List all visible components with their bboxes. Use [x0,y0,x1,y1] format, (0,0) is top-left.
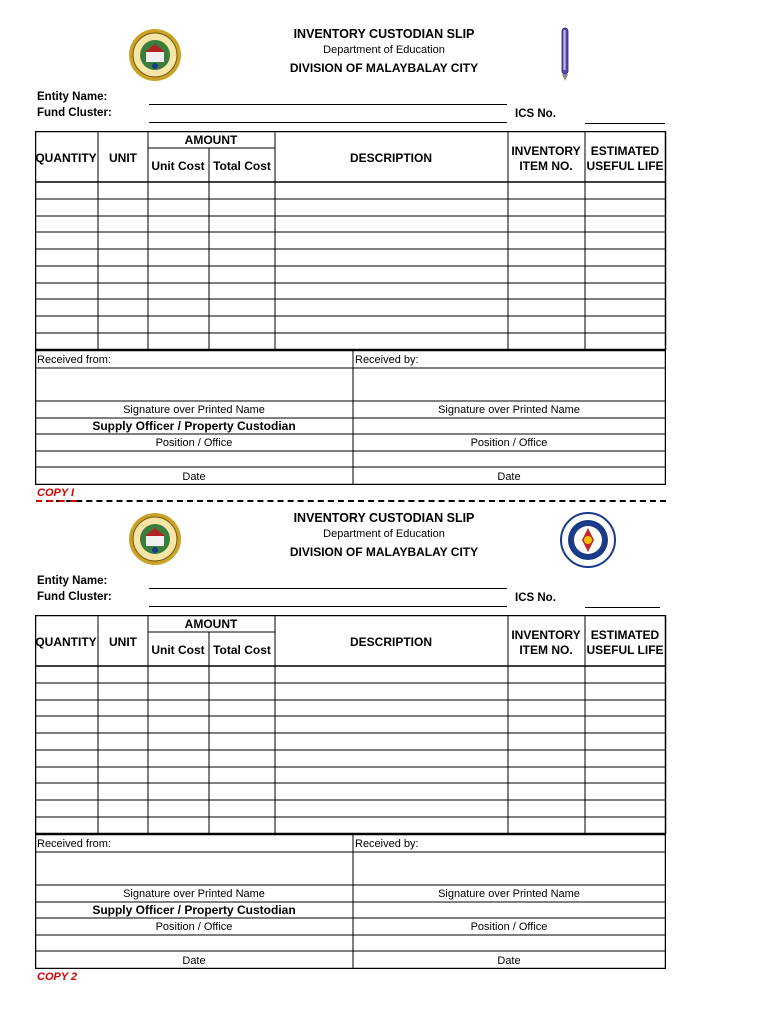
copy-1-label: COPY I [37,487,75,499]
col-amount: AMOUNT [184,133,238,147]
supply-officer-label: Supply Officer / Property Custodian [92,419,296,433]
cut-line-accent [36,500,76,502]
form-title: INVENTORY CUSTODIAN SLIP [293,27,475,41]
signature-block [35,350,666,485]
form-title: INVENTORY CUSTODIAN SLIP [293,511,475,525]
col-inventory-line1: INVENTORY [511,144,581,158]
col-inventory-line2: ITEM NO. [519,159,573,173]
col-total-cost: Total Cost [213,159,271,173]
received-by-label: Received by: [355,838,419,850]
received-from-label: Received from: [37,354,111,366]
form-subtitle: Department of Education [323,44,445,56]
col-inventory-line1: INVENTORY [511,628,581,642]
from-signature-label: Signature over Printed Name [123,404,265,416]
entity-name-field[interactable] [149,588,507,589]
by-position-label: Position / Office [470,437,548,449]
fund-cluster-field[interactable] [149,606,507,607]
ics-no-label: ICS No. [515,592,556,604]
col-description: DESCRIPTION [349,151,433,165]
entity-name-label: Entity Name: [37,91,108,103]
col-useful-line2: USEFUL LIFE [586,159,664,173]
by-position-label: Position / Office [470,921,548,933]
from-date-label: Date [182,471,206,483]
from-signature-label: Signature over Printed Name [123,888,265,900]
ics-no-field[interactable] [585,607,660,608]
by-date-label: Date [497,955,521,967]
entity-name-label: Entity Name: [37,575,108,587]
ics-no-field[interactable] [585,123,665,124]
ics-no-label: ICS No. [515,108,556,120]
form-division: DIVISION OF MALAYBALAY CITY [289,61,479,75]
col-useful-line1: ESTIMATED [590,628,660,642]
received-from-label: Received from: [37,838,111,850]
by-date-label: Date [497,471,521,483]
form-division: DIVISION OF MALAYBALAY CITY [289,545,479,559]
copy-2-label: COPY 2 [37,971,78,983]
col-unit: UNIT [109,635,137,649]
supply-officer-label: Supply Officer / Property Custodian [92,903,296,917]
col-total-cost: Total Cost [213,643,271,657]
col-quantity: QUANTITY [35,151,97,165]
items-table [35,615,667,835]
col-useful-line2: USEFUL LIFE [586,643,664,657]
from-position-label: Position / Office [155,921,233,933]
col-quantity: QUANTITY [35,635,97,649]
from-date-label: Date [182,955,206,967]
signature-block [35,834,666,969]
col-amount: AMOUNT [184,617,238,631]
fund-cluster-label: Fund Cluster: [37,107,112,119]
col-useful-line1: ESTIMATED [590,144,660,158]
col-unit: UNIT [109,151,137,165]
fund-cluster-field[interactable] [149,122,507,123]
by-signature-label: Signature over Printed Name [438,404,580,416]
by-signature-label: Signature over Printed Name [438,888,580,900]
entity-name-field[interactable] [149,104,507,105]
cut-line [36,500,666,502]
col-inventory-line2: ITEM NO. [519,643,573,657]
fund-cluster-label: Fund Cluster: [37,591,112,603]
col-unit-cost: Unit Cost [151,159,205,173]
form-subtitle: Department of Education [323,528,445,540]
received-by-label: Received by: [355,354,419,366]
col-unit-cost: Unit Cost [151,643,205,657]
col-description: DESCRIPTION [349,635,433,649]
from-position-label: Position / Office [155,437,233,449]
items-table [35,131,667,351]
